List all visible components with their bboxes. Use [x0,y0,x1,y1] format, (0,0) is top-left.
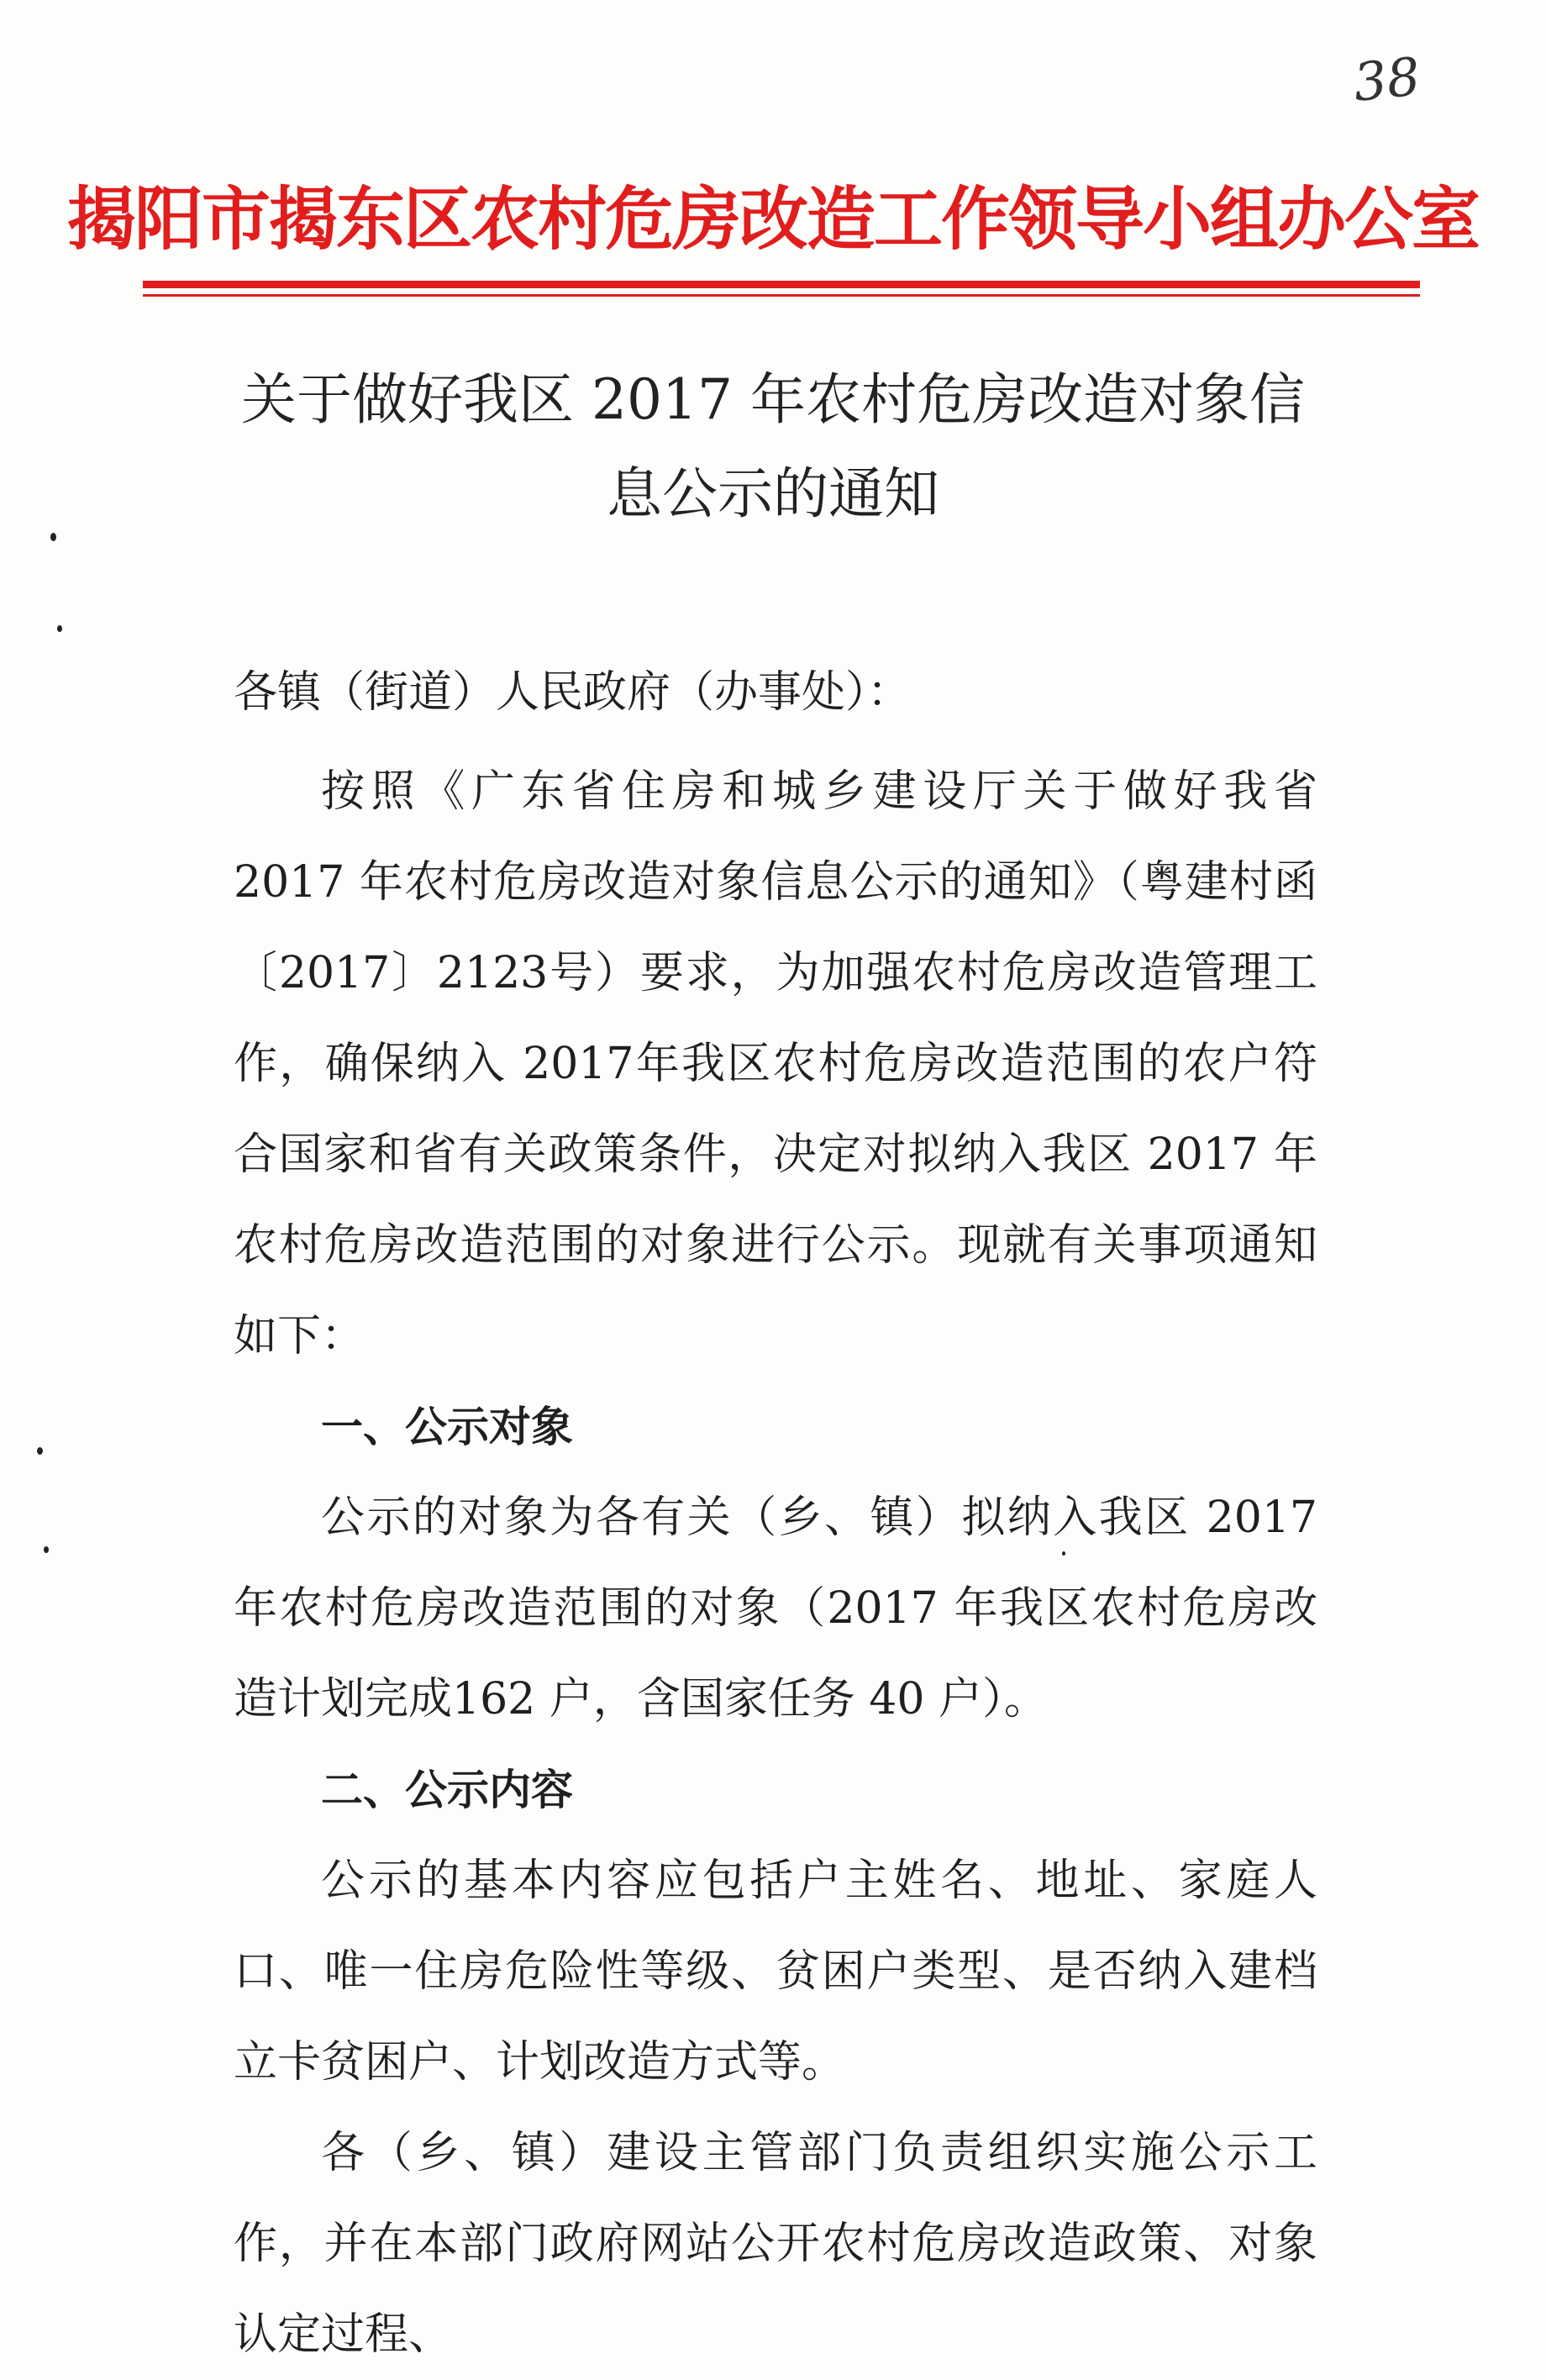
section-1-paragraph: 公示的对象为各有关（乡、镇）拟纳入我区 2017 年农村危房改造范围的对象（2017 年我区农村危房改造计划完成162 户，含国家任务 40 户）。 [234,1493,1317,1724]
red-rule-thin [143,294,1420,297]
scan-speck [37,1447,43,1455]
title-line-2: 息公示的通知 [607,461,939,526]
section-heading-2: 二、公示内容 [321,1766,573,1814]
section-2-paragraph: 公示的基本内容应包括户主姓名、地址、家庭人口、唯一住房危险性等级、贫困户类型、是否纳入建档立卡贫困户、计划改造方式等。 [234,1856,1317,2088]
title-line-1: 关于做好我区 2017 年农村危房改造对象信 [241,367,1305,432]
intro-paragraph: 按照《广东省住房和城乡建设厅关于做好我省 2017 年农村危房改造对象信息公示的通知》（粤建村函〔2017〕2123号）要求，为加强农村危房改造管理工作，确保纳入 2017年我区农村危房改造范围的农户符合国家和省有关政策条件，决定对拟纳入我区 2017 年农村危房改造范围的对象进行公示。现就有关事项通知如下： [234,766,1317,1361]
red-rule-thick [143,281,1420,288]
spacer [234,738,1317,746]
scan-speck [50,533,56,541]
section-2-paragraph-2: 各（乡、镇）建设主管部门负责组织实施公示工作，并在本部门政府网站公开农村危房改造政策、对象认定过程、 [234,2128,1317,2360]
salutation: 各镇（街道）人民政府（办事处）： [234,667,912,718]
section-heading-1: 一、公示对象 [321,1403,573,1451]
document-body [234,647,1317,2380]
handwritten-page-number: 38 [1350,45,1423,113]
masthead-issuer: 揭阳市揭东区农村危房改造工作领导小组办公室 [66,180,1479,260]
scan-speck [57,625,62,632]
document-title [126,353,1420,541]
scan-speck [1062,1551,1065,1556]
scan-speck [44,1546,49,1553]
